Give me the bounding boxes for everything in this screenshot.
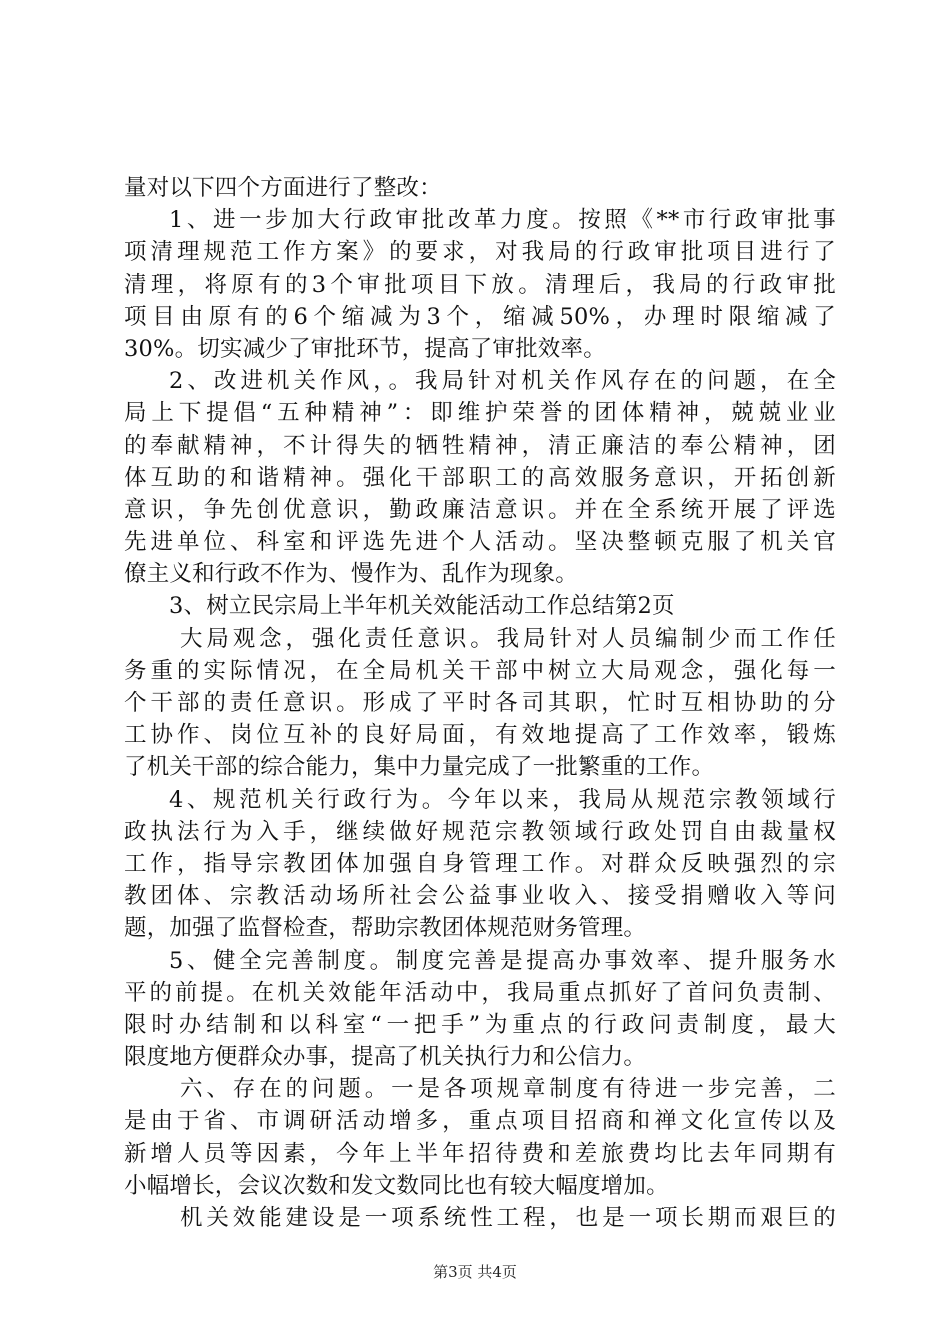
body-line: 体互助的和谐精神。强化干部职工的高效服务意识，开拓创新 [124, 464, 836, 491]
body-line: 个干部的责任意识。形成了平时各司其职，忙时互相协助的分 [124, 690, 836, 716]
body-line: 限度地方便群众办事，提高了机关执行力和公信力。 [124, 1044, 647, 1071]
body-line: 意识，争先创优意识，勤政廉洁意识。并在全系统开展了评选 [124, 496, 836, 523]
body-line: 5、健全完善制度。制度完善是提高办事效率、提升服务水 [169, 947, 836, 974]
body-line: 僚主义和行政不作为、慢作为、乱作为现象。 [124, 561, 579, 588]
body-line: 平的前提。在机关效能年活动中，我局重点抓好了首问负责制、 [124, 979, 836, 1006]
page-footer [0, 1262, 950, 1282]
body-line: 工协作、岗位互补的良好局面，有效地提高了工作效率，锻炼 [124, 722, 836, 749]
body-line: 大局观念，强化责任意识。我局针对人员编制少而工作任 [180, 625, 836, 652]
body-line: 量对以下四个方面进行了整改： [124, 175, 442, 201]
body-line: 新增人员等因素，今年上半年招待费和差旅费均比去年同期有 [124, 1140, 836, 1167]
body-line: 限时办结制和以科室“一把手”为重点的行政问责制度，最大 [124, 1011, 836, 1038]
body-line: 3、树立民宗局上半年机关效能活动工作总结第2页 [169, 593, 675, 620]
body-line: 2、改进机关作风，。我局针对机关作风存在的问题，在全 [169, 368, 836, 395]
body-line: 六、存在的问题。一是各项规章制度有待进一步完善，二 [180, 1076, 836, 1103]
body-line: 30%。切实减少了审批环节，提高了审批效率。 [124, 335, 606, 362]
document-body [124, 172, 836, 1234]
body-line: 了机关干部的综合能力，集中力量完成了一批繁重的工作。 [124, 754, 715, 781]
body-line: 教团体、宗教活动场所社会公益事业收入、接受捐赠收入等问 [124, 883, 836, 910]
body-line: 工作，指导宗教团体加强自身管理工作。对群众反映强烈的宗 [124, 850, 836, 877]
body-line: 小幅增长，会议次数和发文数同比也有较大幅度增加。 [124, 1172, 669, 1199]
page-number-label: 第3页 共4页 [433, 1263, 517, 1281]
body-line: 机关效能建设是一项系统性工程，也是一项长期而艰巨的 [180, 1205, 836, 1231]
body-line: 政执法行为入手，继续做好规范宗教领域行政处罚自由裁量权 [124, 818, 836, 845]
body-line: 务重的实际情况，在全局机关干部中树立大局观念，强化每一 [124, 657, 836, 684]
body-line: 题，加强了监督检查，帮助宗教团体规范财务管理。 [124, 915, 647, 942]
body-line: 项清理规范工作方案》的要求，对我局的行政审批项目进行了 [124, 239, 836, 266]
body-line: 清理，将原有的3个审批项目下放。清理后，我局的行政审批 [124, 271, 836, 298]
body-line: 项目由原有的6个缩减为3个，缩减50%，办理时限缩减了 [124, 303, 836, 330]
body-line: 1、进一步加大行政审批改革力度。按照《**市行政审批事 [169, 207, 836, 234]
body-line: 4、规范机关行政行为。今年以来，我局从规范宗教领域行 [169, 786, 836, 813]
body-line: 局上下提倡“五种精神”：即维护荣誉的团体精神，兢兢业业 [124, 400, 836, 427]
body-line: 的奉献精神，不计得失的牺牲精神，清正廉洁的奉公精神，团 [124, 432, 836, 459]
body-line: 先进单位、科室和评选先进个人活动。坚决整顿克服了机关官 [124, 529, 836, 556]
body-line: 是由于省、市调研活动增多，重点项目招商和禅文化宣传以及 [124, 1108, 836, 1135]
